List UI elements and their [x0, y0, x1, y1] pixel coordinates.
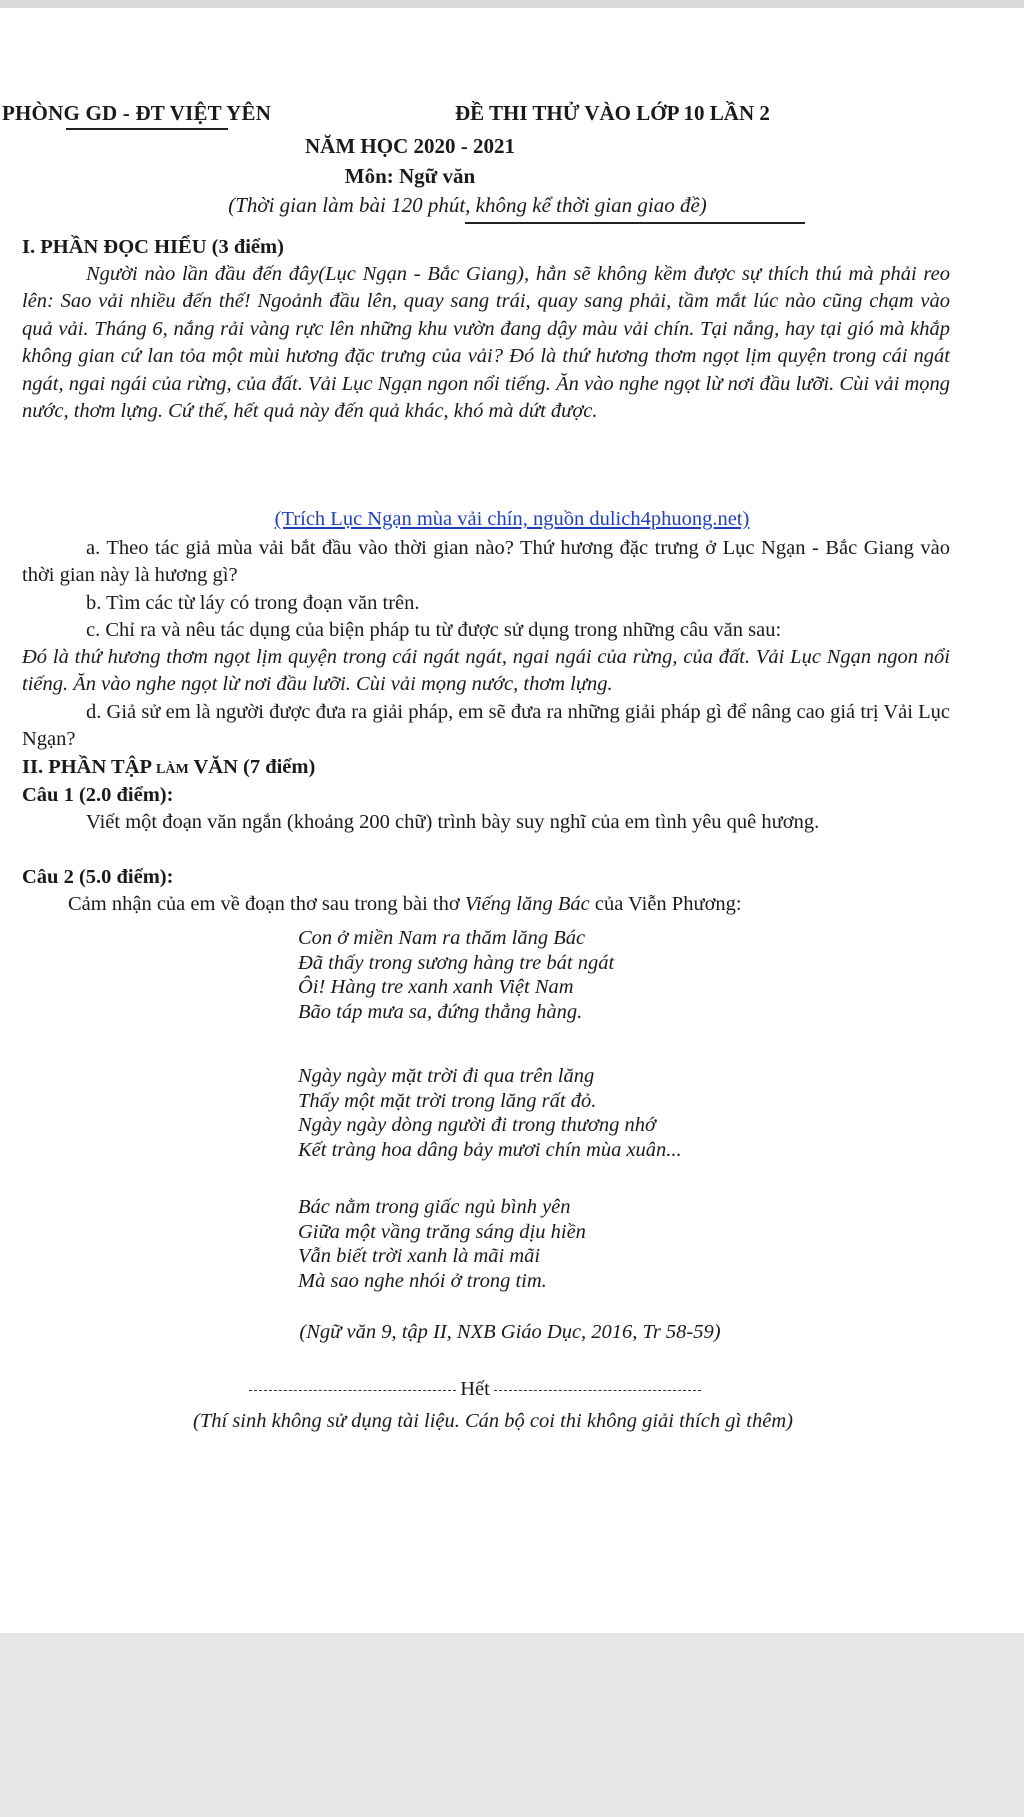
- section1-heading: I. PHẦN ĐỌC HIỂU (3 điểm): [22, 236, 284, 258]
- poem-line: Giữa một vầng trăng sáng dịu hiền: [298, 1220, 586, 1243]
- section2-heading: [22, 754, 950, 781]
- question2-text: [22, 891, 950, 918]
- exam-subject: Môn: Ngữ văn: [344, 164, 476, 188]
- poem-line: Con ở miền Nam ra thăm lăng Bác: [298, 927, 586, 949]
- question1-heading: Câu 1 (2.0 điểm):: [22, 784, 174, 806]
- document-page: [0, 8, 1024, 1633]
- school-department: [2, 101, 271, 126]
- question2-suffix: của Viễn Phương:: [589, 893, 742, 915]
- exam-title: ĐỀ THI THỬ VÀO LỚP 10 LẦN 2: [455, 101, 770, 125]
- poem-title: Viếng lăng Bác: [464, 893, 590, 915]
- question-b: b. Tìm các từ láy có trong đoạn văn trên.: [86, 592, 420, 614]
- reading-passage: Người nào lần đầu đến đây(Lục Ngạn - Bắc Giang), hẳn sẽ không kềm được sự thích thú mà phải reo lên: Sao vải nhiều đến thế! Ngoảnh đầu lên, quay sang trái, quay sang phải, tầm mắt lúc nào cũng chạm vào quả vải. Tháng 6, nắng rải vàng rực lên những khu vườn đang dậy màu vải chín. Tại nắng, hay tại gió mà khắp không gian cứ lan tỏa một mùi hương đặc trưng của vải? Đó là thứ hương thơm ngọt lịm quyện trong cái ngát ngát, ngai ngái của rừng, của đất. Vải Lục Ngạn ngon nổi tiếng. Ăn vào nghe ngọt lừ nơi đầu lưỡi. Cùi vải mọng nước, thơm lựng. Cứ thế, hết quả này đến quả khác, khó mà dứt được.: [22, 263, 950, 423]
- poem-line: Ôi! Hàng tre xanh xanh Việt Nam: [298, 976, 574, 998]
- time-note-underline: [465, 222, 805, 224]
- poem-stanza-2: [298, 1064, 682, 1162]
- dash-line-right: [494, 1390, 701, 1391]
- end-marker: [0, 1378, 950, 1401]
- question-c: c. Chỉ ra và nêu tác dụng của biện pháp tu từ được sử dụng trong những câu văn sau:: [86, 619, 782, 641]
- poem-line: Đã thấy trong sương hàng tre bát ngát: [298, 951, 615, 974]
- section2-heading-smallcaps: làm: [156, 756, 189, 778]
- question2-heading: Câu 2 (5.0 điểm):: [22, 866, 174, 888]
- question-a: a. Theo tác giả mùa vải bắt đầu vào thời gian nào? Thứ hương đặc trưng ở Lục Ngạn - Bắc Giang vào thời gian này là hương gì?: [22, 537, 950, 587]
- candidate-note: (Thí sinh không sử dụng tài liệu. Cán bộ coi thi không giải thích gì thêm): [193, 1410, 793, 1432]
- poem-line: Mà sao nghe nhói ở trong tim.: [298, 1269, 547, 1292]
- section2-heading-prefix: II. PHẦN TẬP: [22, 756, 157, 778]
- poem-line: Ngày ngày mặt trời đi qua trên lăng: [298, 1065, 595, 1087]
- passage-source: (Trích Lục Ngạn mùa vải chín, nguồn dulich4phuong.net): [274, 508, 750, 530]
- poem-stanza-3: [298, 1195, 586, 1293]
- header-underline: [66, 128, 228, 130]
- end-text: Hết: [460, 1378, 490, 1400]
- section2-heading-suffix: VĂN (7 điểm): [188, 756, 316, 778]
- poem-line: Bác nằm trong giấc ngủ bình yên: [298, 1196, 571, 1218]
- question1-text: Viết một đoạn văn ngắn (khoảng 200 chữ) trình bày suy nghĩ của em tình yêu quê hương.: [86, 811, 820, 833]
- top-bar: [0, 0, 1024, 8]
- poem-source: (Ngữ văn 9, tập II, NXB Giáo Dục, 2016, Tr 58-59): [299, 1321, 721, 1343]
- poem-line: Bão táp mưa sa, đứng thẳng hàng.: [298, 1000, 583, 1023]
- school-department-text: PHÒNG GD - ĐT VIỆT YÊN: [2, 101, 272, 125]
- poem-line: Ngày ngày dòng người đi trong thương nhớ: [298, 1114, 656, 1136]
- question2-prefix: Cảm nhận của em về đoạn thơ sau trong bài thơ: [68, 893, 465, 915]
- school-year: NĂM HỌC 2020 - 2021: [305, 134, 515, 158]
- time-note: (Thời gian làm bài 120 phút, không kể thời gian giao đề): [228, 193, 707, 217]
- poem-line: Thấy một mặt trời trong lăng rất đỏ.: [298, 1089, 597, 1112]
- question-c-quote: Đó là thứ hương thơm ngọt lịm quyện trong cái ngát ngát, ngai ngái của rừng, của đất. Vải Lục Ngạn ngon nổi tiếng. Ăn vào nghe ngọt lừ nơi đầu lưỡi. Cùi vải mọng nước, thơm lựng.: [22, 646, 950, 696]
- question-d: d. Giả sử em là người được đưa ra giải pháp, em sẽ đưa ra những giải pháp gì để nâng cao giá trị Vải Lục Ngạn?: [22, 701, 950, 751]
- poem-stanza-1: [298, 926, 614, 1024]
- poem-line: Vẫn biết trời xanh là mãi mãi: [298, 1245, 541, 1267]
- dash-line-left: [249, 1390, 456, 1391]
- poem-line: Kết tràng hoa dâng bảy mươi chín mùa xuân...: [298, 1138, 682, 1161]
